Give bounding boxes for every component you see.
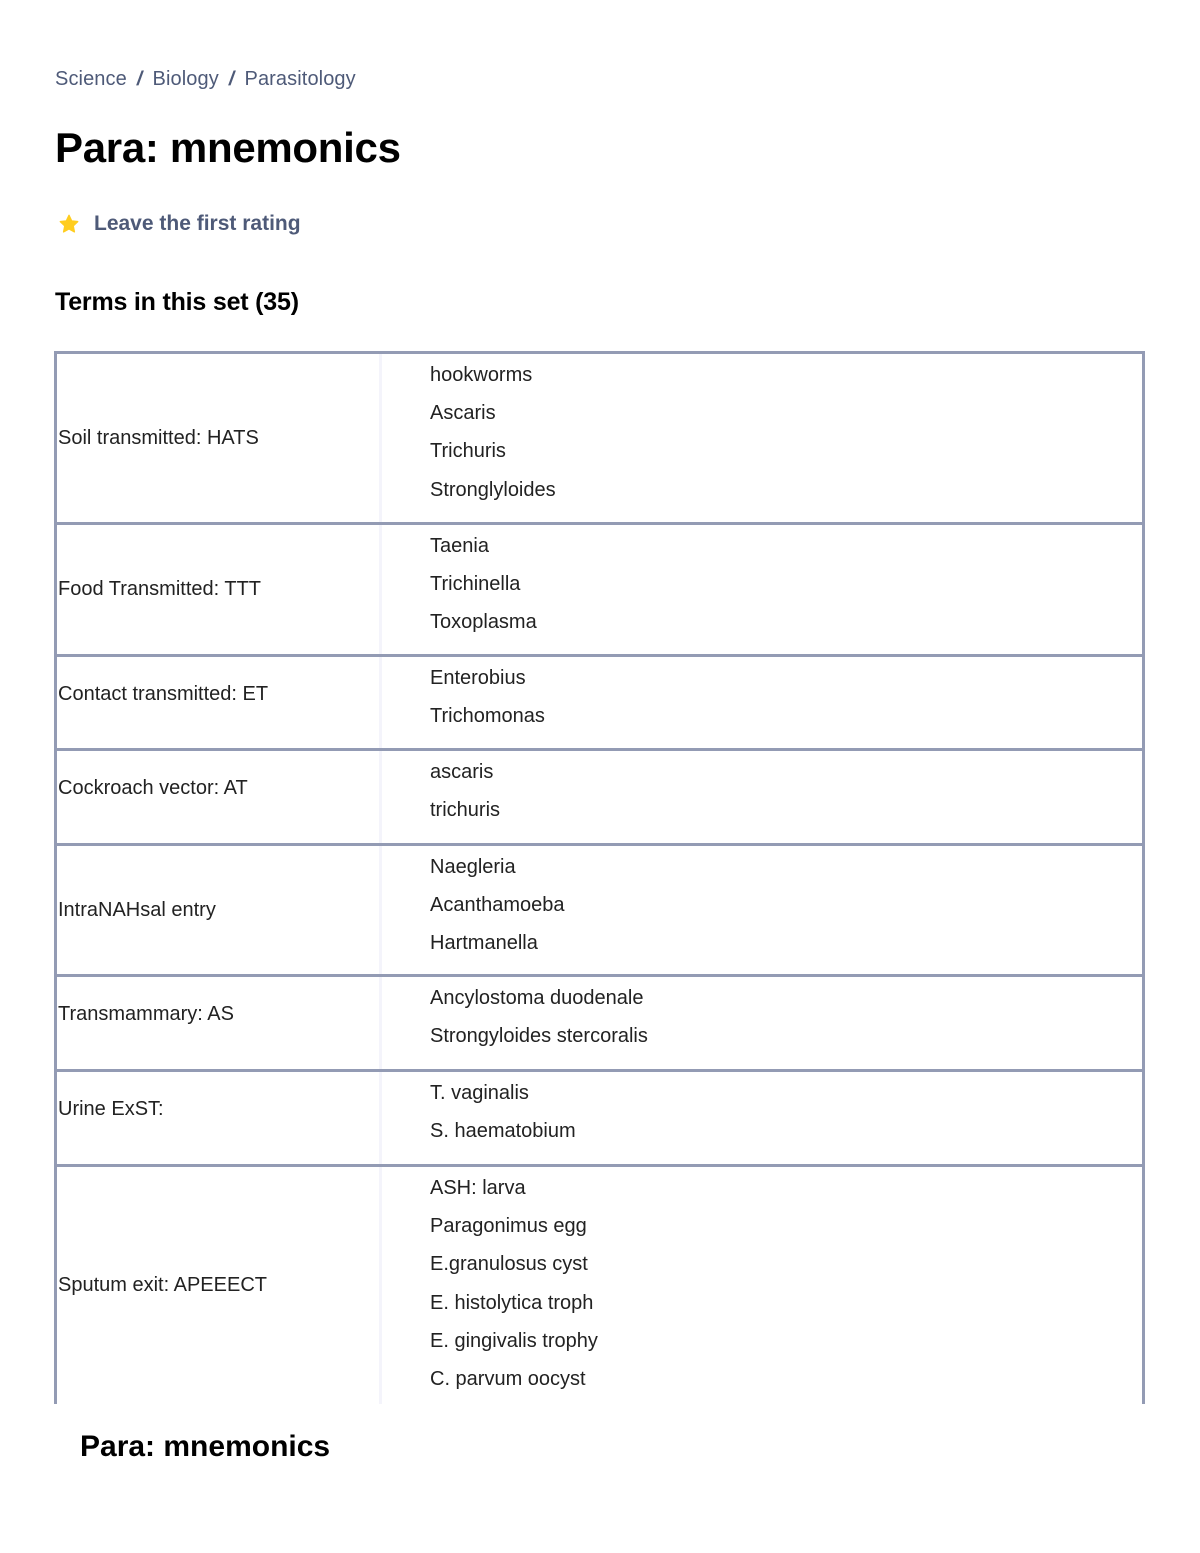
term-text: Sputum exit: APEEECT xyxy=(57,1167,382,1404)
definition xyxy=(382,1072,1142,1164)
terms-table xyxy=(54,351,1145,1404)
rating-label: Leave the first rating xyxy=(94,212,301,235)
term-row xyxy=(57,525,1142,657)
term-text: Cockroach vector: AT xyxy=(57,751,382,843)
definition xyxy=(382,751,1142,843)
term-row xyxy=(57,354,1142,525)
term-row xyxy=(57,1167,1142,1404)
definition-line: Ancylostoma duodenale xyxy=(430,987,644,1009)
definition-line: T. vaginalis xyxy=(430,1082,529,1104)
definition-line: trichuris xyxy=(430,799,501,822)
definition-line: ASH: larva xyxy=(430,1177,526,1199)
breadcrumb-parasitology[interactable]: Parasitology xyxy=(244,68,356,90)
definition-line: Enterobius xyxy=(430,667,526,689)
term-text: IntraNAHsal entry xyxy=(57,846,382,974)
term-text: Food Transmitted: TTT xyxy=(57,525,382,654)
definition-line: Naegleria xyxy=(430,856,516,878)
definition-line: Strongyloides stercoralis xyxy=(430,1025,648,1048)
definition-line: Stronglyloides xyxy=(430,478,556,501)
footer-title: Para: mnemonics xyxy=(80,1430,331,1463)
definition xyxy=(382,977,1142,1069)
definition-line: Trichuris xyxy=(430,440,506,463)
definition-line: Hartmanella xyxy=(430,932,538,955)
definition-line: S. haematobium xyxy=(430,1120,576,1143)
leave-rating-button[interactable] xyxy=(58,212,301,236)
page-title: Para: mnemonics xyxy=(55,124,401,171)
definition-line: E. histolytica troph xyxy=(430,1291,594,1314)
term-text: Transmammary: AS xyxy=(57,977,382,1069)
definition xyxy=(382,1167,1142,1404)
definition-line: Toxoplasma xyxy=(430,611,537,634)
breadcrumb xyxy=(55,68,356,91)
term-text: Contact transmitted: ET xyxy=(57,657,382,748)
star-icon xyxy=(58,213,80,235)
definition-line: E. gingivalis trophy xyxy=(430,1329,598,1352)
definition-line: Taenia xyxy=(430,535,489,557)
definition-line: Trichomonas xyxy=(430,705,545,728)
term-text: Urine ExST: xyxy=(57,1072,382,1164)
definition-line: Ascaris xyxy=(430,402,496,425)
definition xyxy=(382,846,1142,974)
definition xyxy=(382,354,1142,522)
definition-line: Paragonimus egg xyxy=(430,1215,587,1238)
term-text: Soil transmitted: HATS xyxy=(57,354,382,522)
breadcrumb-separator: / xyxy=(226,68,237,90)
definition-line: E.granulosus cyst xyxy=(430,1253,588,1276)
definition xyxy=(382,525,1142,654)
definition-line: ascaris xyxy=(430,761,494,783)
term-row xyxy=(57,657,1142,751)
term-row xyxy=(57,977,1142,1072)
breadcrumb-separator: / xyxy=(135,68,145,90)
definition xyxy=(382,657,1142,748)
definition-line: hookworms xyxy=(430,364,533,386)
definition-line: Trichinella xyxy=(430,573,521,596)
definition-line: C. parvum oocyst xyxy=(430,1367,586,1390)
term-row xyxy=(57,846,1142,977)
definition-line: Acanthamoeba xyxy=(430,894,565,917)
breadcrumb-science[interactable]: Science xyxy=(55,68,127,90)
term-row xyxy=(57,751,1142,846)
breadcrumb-biology[interactable]: Biology xyxy=(152,68,219,90)
term-row xyxy=(57,1072,1142,1167)
terms-heading: Terms in this set (35) xyxy=(55,288,299,316)
